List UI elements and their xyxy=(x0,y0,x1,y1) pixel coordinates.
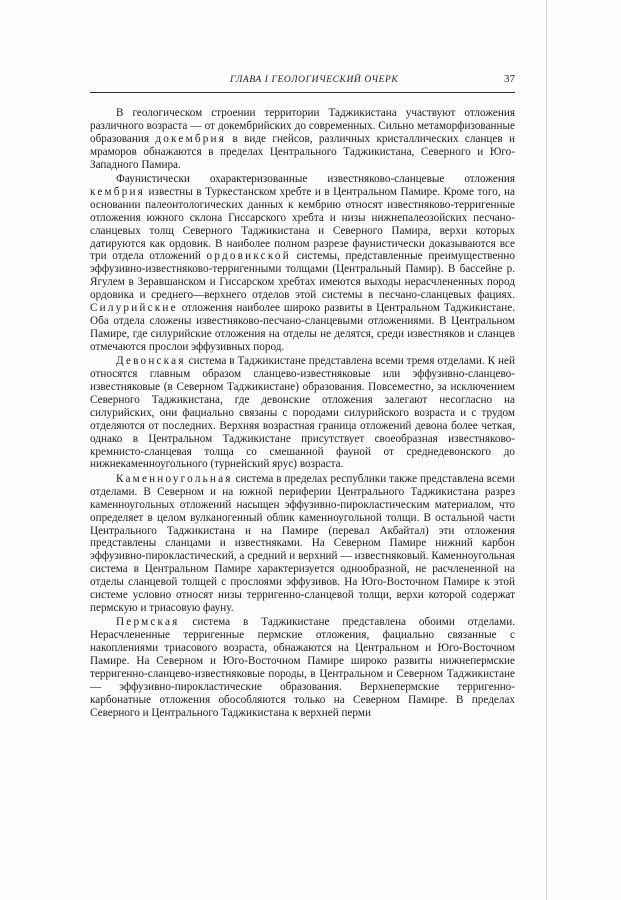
text-run: система в пределах республики также представлена всеми отделами. В Северном и на южной периферии Центрального Таджикистана разрез каменноугольных отложений насыщен эффузивно-пирокластическим материалом, что определяет в целом вулканогенный облик каменноугольной толщи. В остальной части Центрального Таджикистана и на Памире (перевал Акбайтал) эти отложения представлены сланцами и известняками. На Северном Памире нижний карбон эффузивно-пирокластический, а средний и верхний — известняковый. Каменноугольная система в Центральном Памире характеризуется однообразной, не расчлененной на отделы сланцевой толщей с прослоями эффузивов. На Юго-Восточном Памире к этой системе условно относят низы терригенно-сланцевой толщи, верхи которой содержат пермскую и триасовую фауну. xyxy=(90,472,515,614)
paragraph xyxy=(90,473,515,615)
spaced-term: Каменноугольная xyxy=(116,472,233,485)
spaced-term: ордовикской xyxy=(206,250,291,263)
text-run: известны в Туркестанском хребте и в Центральном Памире. Кроме того, на основании палеонтологических данных к кембрию относят известняково-терригенные отложения южного склона Гиссарского хребта и низы нижнепалеозойских песчано-сланцевых толщ Северного Таджикистана и Северного Памира, верхи которых датируются как ордовик. В наиболее полном разрезе фаунистически доказываются все три отдела отложений xyxy=(90,185,515,263)
spaced-term: Силурийские xyxy=(90,302,178,315)
paragraph xyxy=(90,107,515,172)
text-run: Фаунистически охарактеризованные известняково-сланцевые отложения xyxy=(116,173,515,186)
paragraph xyxy=(90,616,515,719)
spaced-term: докембрия xyxy=(155,132,227,145)
book-page xyxy=(90,73,515,720)
text-run: система в Таджикистане представлена всеми тремя отделами. К ней относятся главным образом сланцево-известняковые или эффузивно-сланцево-известняковые (в Северном Таджикистане) образования. Повсеместно, за исключением Северного Таджикистана, где девонские отложения залегают несогласно на силурийских, они фациально связаны с породами силурийского возраста и с трудом отделяются от последних. Верхняя возрастная граница отложений девона более четкая, однако в Центральном Таджикистане присутствует своеобразная известняково-кремнисто-сланцевая толща со смешанной фауной от среднедевонского до нижнекаменноугольного (турнейский ярус) возраста. xyxy=(90,355,515,471)
text-run: отложения наиболее широко развиты в Центральном Таджикистане. Оба отдела сложены известняково-песчано-сланцевыми отложениями. В Центральном Памире, где силурийские отложения на отделы не делятся, среди известняков и сланцев отмечаются прослои эффузивных пород. xyxy=(90,302,515,353)
page-number: 37 xyxy=(504,73,515,85)
text-run: в виде гнейсов, различных кристаллических сланцев и мраморов обнажаются в пределах Центрального Таджикистана, Северного и Юго-Западного Памира. xyxy=(90,132,516,171)
spaced-term: кембрия xyxy=(90,185,146,198)
text-run: В геологическом строении территории Таджикистана участвуют отложения различного возраста — от докембрийских до современных. Сильно метаморфизованные образования xyxy=(90,107,515,145)
paragraph xyxy=(90,355,515,471)
scan-edge-line xyxy=(546,0,547,900)
text-run: системы, представленные преимущественно эффузивно-известняково-терригенными толщами (Центральный Памир). В бассейне р. Ягулем в Зеравшанском и Гиссарском хребтах имеются выходы нерасчлененных пород ордовика и среднего—верхнего отделов этой системы в песчано-сланцевых фациях. xyxy=(90,250,515,302)
spaced-term: Пермская xyxy=(116,616,180,629)
paragraph xyxy=(90,173,515,354)
running-header xyxy=(90,73,515,93)
text-run: система в Таджикистане представлена обоими отделами. Нерасчлененные терригенные пермские отложения, фациально связанные с накоплениями триасового возраста, обнажаются на Центральном и Юго-Восточном Памире. На Северном и Юго-Восточном Памире широко развиты нижнепермские терригенно-сланцево-известняковые породы, в Центральном и Северном Таджикистане — эффузивно-пирокластические образования. Верхнепермские терригенно-карбонатные отложения обособляются только на Северном Памире. В пределах Северного и Центрального Таджикистана к верхней перми xyxy=(90,616,515,719)
spaced-term: Девонская xyxy=(116,355,186,368)
page-body xyxy=(90,107,515,720)
chapter-title: ГЛАВА I ГЕОЛОГИЧЕСКИЙ ОЧЕРК xyxy=(230,75,399,85)
